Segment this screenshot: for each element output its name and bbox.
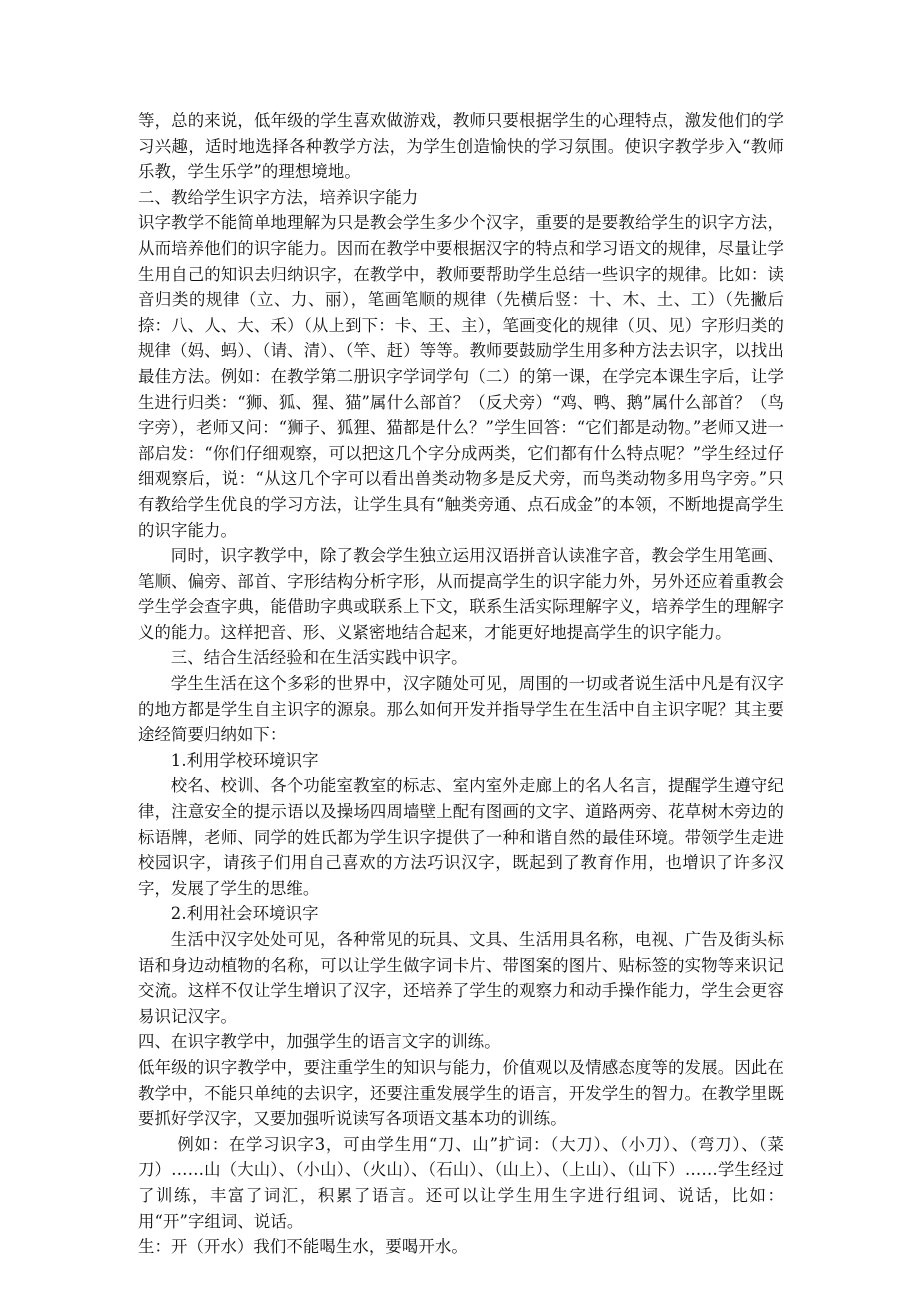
subsection-heading: 1.利用学校环境识字 [170, 750, 319, 770]
subsection-heading: 2.利用社会环境识字 [170, 904, 319, 924]
paragraph: 学生生活在这个多彩的世界中，汉字随处可见，周围的一切或者说生活中凡是有汉字的地方都是学生自主识字的源泉。那么如何开发并指导学生在生活中自主识字呢？其主要途经简要归纳如下： [138, 674, 784, 745]
section-heading: 四、在识字教学中，加强学生的语言文字的训练。 [138, 1032, 501, 1052]
paragraph: 同时，识字教学中，除了教会学生独立运用汉语拼音认读准字音，教会学生用笔画、笔顺、偏旁、部首、字形结构分析字形，从而提高学生的识字能力外，另外还应着重教会学生学会查字典，能借助字典或联系上下文，联系生活实际理解字义，培养学生的理解字义的能力。这样把音、形、义紧密地结合起来，才能更好地提高学生的识字能力。 [138, 546, 784, 642]
paragraph: 低年级的识字教学中，要注重学生的知识与能力，价值观以及情感态度等的发展。因此在教学中，不能只单纯的去识字，还要注重发展学生的语言，开发学生的智力。在教学里既要抓好学汉字，又要加强听说读写各项语文基本功的训练。 [138, 1057, 784, 1129]
document-page [138, 108, 784, 1260]
paragraph: 例如：在学习识字3，可由学生用“刀、山”扩词：（大刀）、（小刀）、（弯刀）、（菜刀）……山（大山）、（小山）、（火山）、（石山）、（山上）、（上山）、（山下）……学生经过了训练，丰富了词汇，积累了语言。还可以让学生用生字进行组词、说话，比如：用“开”字组词、说话。 [138, 1134, 784, 1231]
section-heading: 二、教给学生识字方法，培养识字能力 [138, 187, 419, 207]
paragraph: 等，总的来说，低年级的学生喜欢做游戏，教师只要根据学生的心理特点，激发他们的学习兴趣，适时地选择各种教学方法，为学生创造愉快的学习氛围。使识字教学步入“教师乐教，学生乐学”的理想境地。 [138, 111, 784, 182]
paragraph: 识字教学不能简单地理解为只是教会学生多少个汉字，重要的是要教给学生的识字方法，从而培养他们的识字能力。因而在教学中要根据汉字的特点和学习语文的规律，尽量让学生用自己的知识去归纳识字，在教学中，教师要帮助学生总结一些识字的规律。比如：读音归类的规律（立、力、丽），笔画笔顺的规律（先横后竖：十、木、土、工）（先撇后捺：八、人、大、禾）（从上到下：卡、王、主），笔画变化的规律（贝、见）字形归类的规律（妈、蚂）、（请、清）、（竿、赶）等等。教师要鼓励学生用多种方法去识字，以找出最佳方法。例如：在教学第二册识字学词学句（二）的第一课，在学完本课生字后，让学生进行归类：“狮、狐、猩、猫”属什么部首？（反犬旁）“鸡、鸭、鹅”属什么部首？（鸟字旁），老师又问：“狮子、狐狸、猫都是什么？”学生回答：“它们都是动物。”老师又进一部启发：“你们仔细观察，可以把这几个字分成两类，它们都有什么特点呢？”学生经过仔细观察后，说：“从这几个字可以看出兽类动物多是反犬旁，而鸟类动物多用鸟字旁。”只有教给学生优良的学习方法，让学生具有“触类旁通、点石成金”的本领，不断地提高学生的识字能力。 [138, 213, 784, 540]
paragraph: 校名、校训、各个功能室教室的标志、室内室外走廊上的名人名言，提醒学生遵守纪律，注意安全的提示语以及操场四周墙壁上配有图画的文字、道路两旁、花草树木旁边的标语牌，老师、同学的姓氏都为学生识字提供了一种和谐自然的最佳环境。带领学生走进校园识字，请孩子们用自己喜欢的方法巧识汉字，既起到了教育作用，也增识了许多汉字，发展了学生的思维。 [138, 776, 784, 898]
paragraph: 生：开（开水）我们不能喝生水，要喝开水。 [138, 1237, 468, 1257]
paragraph: 生活中汉字处处可见，各种常见的玩具、文具、生活用具名称，电视、广告及街头标语和身边动植物的名称，可以让学生做字词卡片、带图案的图片、贴标签的实物等来识记交流。这样不仅让学生增识了汉字，还培养了学生的观察力和动手操作能力，学生会更容易识记汉字。 [138, 930, 784, 1026]
section-heading: 三、结合生活经验和在生活实践中识字。 [170, 648, 468, 668]
